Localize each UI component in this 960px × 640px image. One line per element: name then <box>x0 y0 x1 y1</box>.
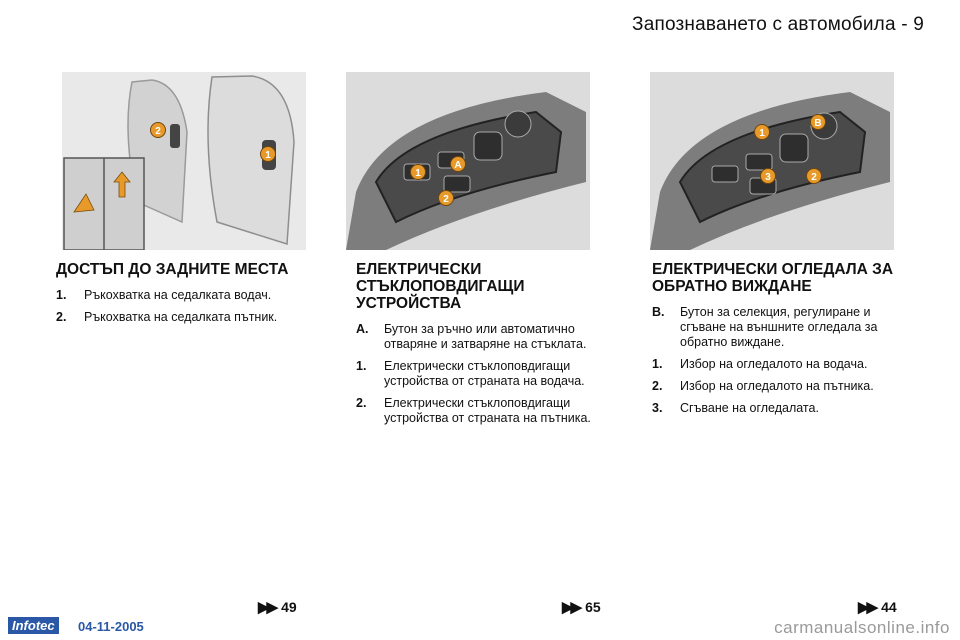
callout-label-1: 1 <box>759 128 765 139</box>
item-key: 2. <box>356 396 367 410</box>
page-reference-link[interactable] <box>562 598 601 616</box>
item-key: 1. <box>56 288 67 302</box>
watermark: carmanualsonline.info <box>774 618 950 637</box>
list-item <box>652 401 902 416</box>
section-heading: ДОСТЪП ДО ЗАДНИТЕ МЕСТА <box>56 261 289 278</box>
callout-label-2: 2 <box>811 172 817 183</box>
item-key: 1. <box>356 359 367 373</box>
callout-badge <box>261 147 276 162</box>
page-reference-number: 44 <box>881 599 897 615</box>
window-switches-photo <box>346 72 590 250</box>
item-key: A. <box>356 322 369 336</box>
page-reference-link[interactable] <box>258 598 297 616</box>
item-text: Бутон за селекция, регулиране и сгъване на външните огледала за обратно виждане. <box>680 305 878 349</box>
callout-label-3: 3 <box>765 172 771 183</box>
list-item <box>56 310 316 325</box>
item-text: Избор на огледалото на водача. <box>680 357 868 371</box>
list-item <box>356 396 606 426</box>
seats-photo <box>62 72 306 250</box>
item-text: Избор на огледалото на пътника. <box>680 379 874 393</box>
callout-badge <box>807 169 822 184</box>
item-key: 2. <box>56 310 67 324</box>
callout-badge <box>151 123 166 138</box>
page-reference-number: 49 <box>281 599 297 615</box>
callout-label-2: 2 <box>443 194 449 205</box>
callout-label-1: 1 <box>415 168 421 179</box>
item-text: Ръкохватка на седалката водач. <box>84 288 272 302</box>
item-key: 3. <box>652 401 663 415</box>
callout-badge <box>411 165 426 180</box>
list-item <box>356 322 606 352</box>
callout-label-a: A <box>454 160 462 171</box>
section-power-windows <box>356 261 606 433</box>
section-power-mirrors <box>652 261 902 423</box>
item-text: Ръкохватка на седалката пътник. <box>84 310 278 324</box>
item-key: 1. <box>652 357 663 371</box>
callout-badge <box>755 125 770 140</box>
page-reference-link[interactable] <box>858 598 897 616</box>
section-rear-access <box>56 261 316 332</box>
fast-forward-icon: ▶▶ <box>258 599 276 616</box>
mirror-controls-photo <box>650 72 894 250</box>
callout-badge <box>811 115 826 130</box>
callout-badge <box>451 157 466 172</box>
fast-forward-icon: ▶▶ <box>562 599 580 616</box>
callout-label-b: B <box>814 118 822 129</box>
list-item <box>652 305 902 350</box>
list-item <box>652 357 902 372</box>
callout-label-1: 1 <box>265 150 271 161</box>
list-item <box>652 379 902 394</box>
item-key: B. <box>652 305 665 319</box>
callout-label-2: 2 <box>155 126 161 137</box>
section-heading: ЕЛЕКТРИЧЕСКИ ОГЛЕДАЛА ЗА ОБРАТНО ВИЖДАНЕ <box>652 261 894 295</box>
brand-logo: Infotec <box>8 617 59 634</box>
callout-badge <box>439 191 454 206</box>
item-key: 2. <box>652 379 663 393</box>
print-date: 04-11-2005 <box>78 619 144 634</box>
list-item <box>56 288 316 303</box>
fast-forward-icon: ▶▶ <box>858 599 876 616</box>
item-text: Електрически стъклоповдигащи устройства от страната на водача. <box>384 359 585 388</box>
section-heading: ЕЛЕКТРИЧЕСКИ СТЪКЛОПОВДИГАЩИ УСТРОЙСТВА <box>356 261 525 312</box>
footer <box>0 616 960 640</box>
page-header-title: Запознаването с автомобила - 9 <box>632 14 924 35</box>
item-text: Електрически стъклоповдигащи устройства от страната на пътника. <box>384 396 591 425</box>
item-text: Бутон за ръчно или автоматично отваряне и затваряне на стъклата. <box>384 322 587 351</box>
callout-badge <box>761 169 776 184</box>
list-item <box>356 359 606 389</box>
page-reference-number: 65 <box>585 599 601 615</box>
item-text: Сгъване на огледалата. <box>680 401 819 415</box>
